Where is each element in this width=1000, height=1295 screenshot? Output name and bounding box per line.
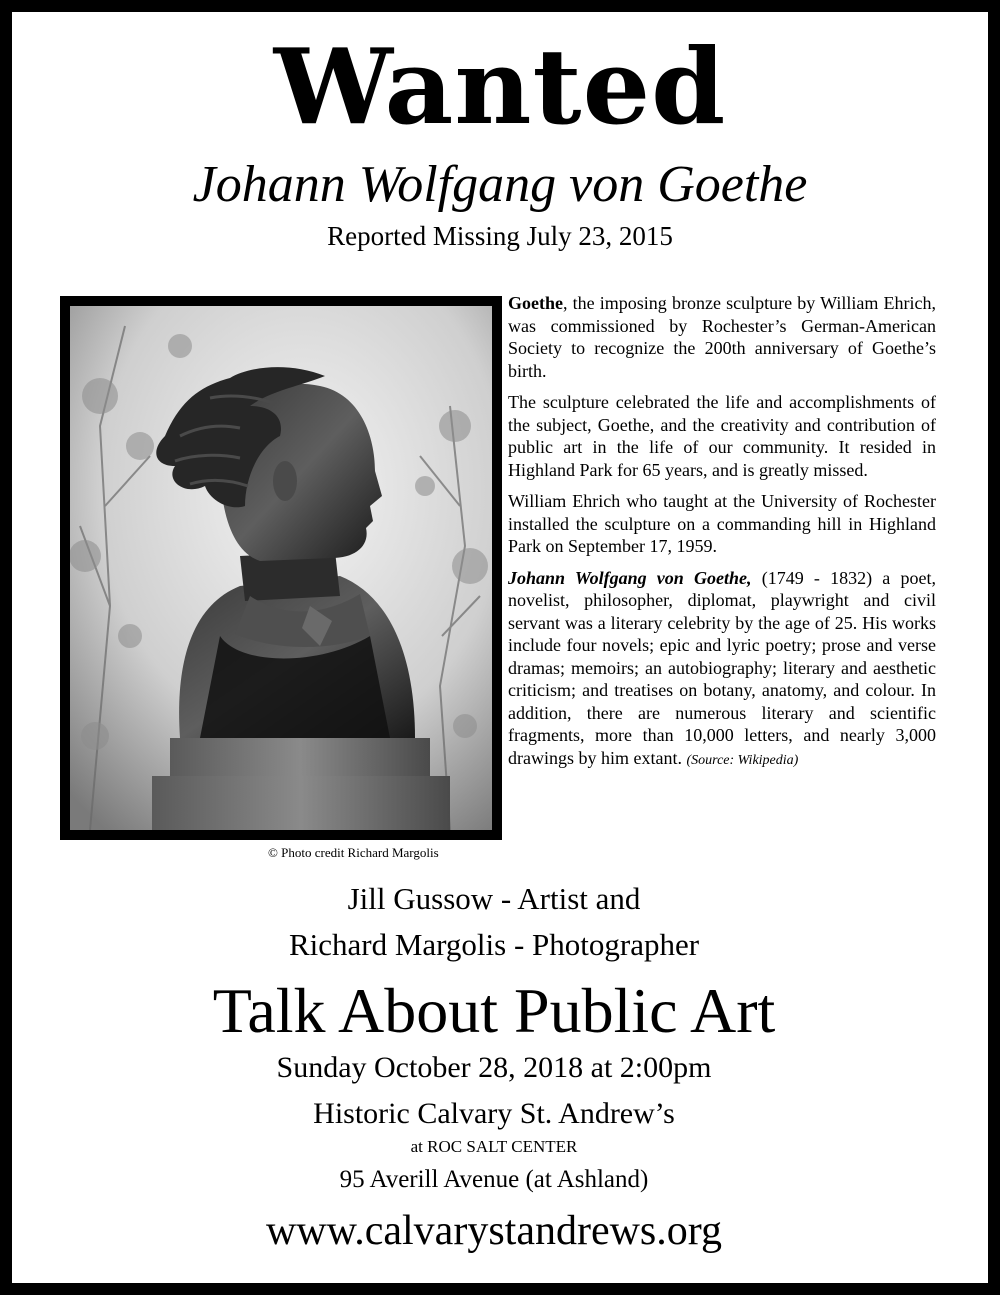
sculpture-photo: [60, 296, 502, 840]
headline: Wanted: [273, 25, 727, 148]
goethe-bust-image: [70, 306, 492, 830]
paragraph-lead: Goethe: [508, 293, 563, 313]
event-subvenue: at ROC SALT CENTER: [410, 1137, 578, 1156]
paragraph-text: (1749 - 1832) a poet, novelist, philosopher, diplomat, playwright and civil servant was a literary celebrity by the age of 25. His works include four novels; epic and lyric poetry; prose and verse dramas; memoirs; an autobiography; literary and aesthetic criticism; and treatises on botany, anatomy, and colour. In addition, there are numerous literary and scientific fragments, more than 10,000 letters, and nearly 3,000 drawings by him extant.: [508, 567, 936, 768]
article-body: [508, 292, 936, 781]
event-address: 95 Averill Avenue (at Ashland): [339, 1166, 649, 1193]
article-paragraph-4: [508, 567, 936, 773]
artist-line-1: Jill Gussow - Artist and: [347, 881, 641, 916]
article-paragraph-3: William Ehrich who taught at the University of Rochester installed the sculpture on a commanding hill in Highland Park on September 17, 1959.: [508, 491, 936, 556]
event-venue: Historic Calvary St. Andrew’s: [313, 1097, 675, 1130]
subject-name: Johann Wolfgang von Goethe: [192, 156, 808, 213]
artist-line-2: Richard Margolis - Photographer: [288, 927, 700, 962]
reported-missing-date: Reported Missing July 23, 2015: [327, 221, 673, 251]
photo-credit: © Photo credit Richard Margolis: [268, 845, 439, 860]
article-paragraph-1: [508, 292, 936, 382]
paragraph-lead: Johann Wolfgang von Goethe,: [508, 567, 752, 588]
article-paragraph-2: The sculpture celebrated the life and accomplishments of the subject, Goethe, and the creativity and contribution of public art in the life of our community. It resided in Highland Park for 65 years, and is greatly missed.: [508, 392, 936, 480]
event-title: Talk About Public Art: [212, 975, 776, 1046]
event-website: www.calvarystandrews.org: [265, 1208, 723, 1254]
paragraph-text: , the imposing bronze sculpture by William Ehrich, was commissioned by Rochester’s German-American Society to recognize the 200th anniversary of Goethe’s birth.: [508, 293, 936, 381]
event-datetime: Sunday October 28, 2018 at 2:00pm: [276, 1051, 712, 1084]
source-citation: (Source: Wikipedia): [686, 752, 799, 768]
